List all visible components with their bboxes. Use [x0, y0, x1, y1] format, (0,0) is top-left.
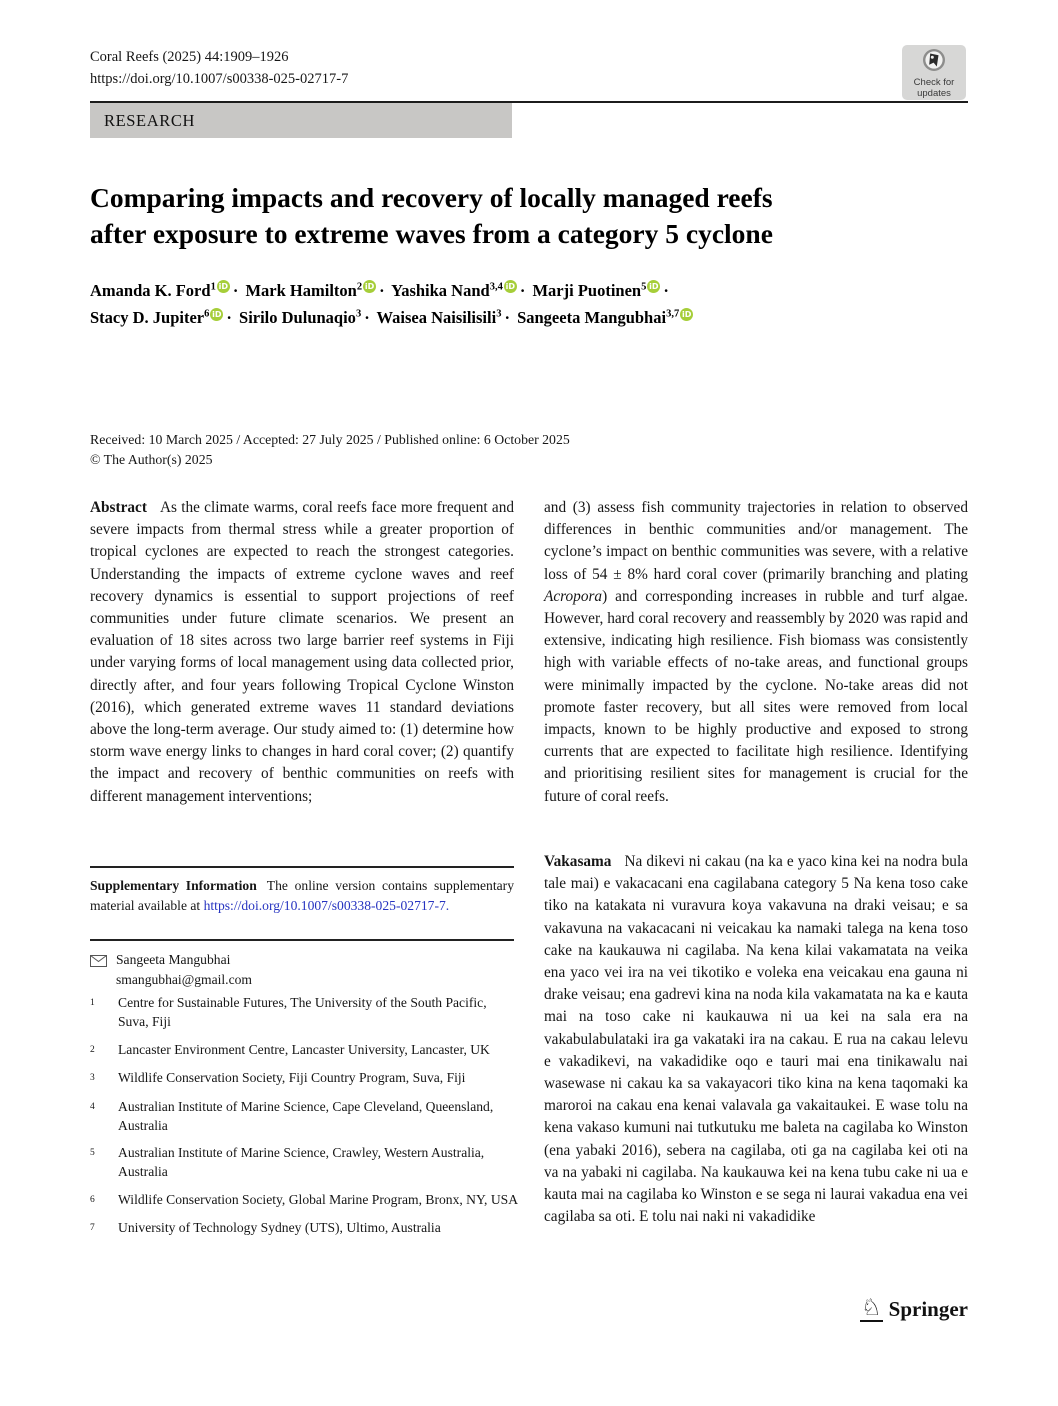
abstract-text-right-1: and (3) assess fish community trajectories in relation to observed differences in benthic communities and/or management. The cyclone’s impact on benthic communities was severe, with a relative loss of 54 ± 8% hard coral cover (primarily branching and plating	[544, 499, 968, 583]
article-type-label: RESEARCH	[104, 110, 195, 130]
affiliation-item: 5 Australian Institute of Marine Science, Crawley, Western Australia, Australia	[90, 1145, 485, 1179]
supplementary-heading: Supplementary Information	[90, 878, 257, 893]
abstract-column-left	[90, 497, 514, 808]
title-line2: after exposure to extreme waves from a category 5 cyclone	[90, 218, 773, 249]
author: Stacy D. Jupiter$^6$ iD ·	[90, 308, 232, 327]
supplementary-doi-link[interactable]: https://doi.org/10.1007/s00338-025-02717-7.	[203, 897, 450, 913]
vakasama-text: Na dikevi ni cakau (na ka e yaco kina kei na nodra bula tale mai) e vakacacani ena cagilabana category 5 Na kena toso cake tiko na katakata ni vuravura koya vakavuna na draki veisau; e sa vakavuna na vakacacani ni veicakau ka namaki talega na kena toso cake na kaukauwa ni cagilaba. Na kena kilai vakamatata na veika ena yaco vei ira na vei tikotiko e voleka ena veicakau ena gauna ni drake veisau; ena gadrevi kina na noda kila vakamatata na ka e kauta mai na toso cake ni kaukauwa ni ua kei na sala era na vakabulabulataki ira ga vakataki ira na cakau. E rua na cakau lelevu e vakadikevi, na vakadidike oqo e tauri mai ena tinikawalu nai wasewase ni cakau ka sa vakayacori tiko kina na kena taqomaki ka maroroi na cakau ena kenai valavala ga vakaitaukei. E wase tolu na kena vakaso kumuni nai tutkutuku me baleta na cagilaba ko Winston (ena yabaki 2016), sebera na cagilaba, oti ga na cagilaba kei oti na va na yabaki ni cagilaba. Na kaukauwa kei na kena tubu cake ni ua e kauta mai na cagilaba ko Winston e se sega ni laurai vakadua ena vei cagilaba sa oti. E tolu nai naki ni vakadidike	[544, 853, 968, 1226]
header-meta	[90, 46, 348, 90]
orcid-icon[interactable]: iD	[681, 309, 692, 319]
badge-line1: Check for	[913, 77, 955, 88]
affiliation-item: 7 University of Technology Sydney (UTS), Ultimo, Australia	[90, 1220, 441, 1235]
species-name-italic: Acropora	[544, 587, 603, 605]
copyright-line: © The Author(s) 2025	[90, 452, 213, 467]
publisher-logo	[860, 1297, 968, 1322]
supplementary-information	[90, 876, 514, 915]
abstract-heading: Abstract	[90, 499, 147, 516]
author-list	[90, 275, 830, 330]
author: Waisea Naisilisili$^3$ ·	[376, 308, 510, 327]
affiliation-item: 6 Wildlife Conservation Society, Global Marine Program, Bronx, NY, USA	[90, 1191, 519, 1207]
title-line1: Comparing impacts and recovery of locally managed reefs	[90, 182, 773, 213]
publisher-name: Springer	[888, 1297, 968, 1321]
vakasama-section	[544, 851, 968, 1228]
page-title	[90, 180, 920, 252]
author: Yashika Nand$^{3,4}$ iD ·	[391, 280, 526, 300]
affiliation-item: 4 Australian Institute of Marine Science, Cape Cleveland, Queensland, Australia	[90, 1098, 494, 1133]
author: Sangeeta Mangubhai$^{3,7}$ iD	[517, 308, 692, 327]
article-type-banner	[90, 103, 512, 138]
corresponding-author	[90, 950, 514, 989]
crossmark-icon	[922, 48, 946, 77]
author: Sirilo Dulunaqio$^3$ ·	[239, 308, 370, 327]
vakasama-heading: Vakasama	[544, 853, 612, 870]
springer-knight-icon: ♘	[861, 1295, 882, 1321]
publication-dates: Received: 10 March 2025 / Accepted: 27 July 2025 / Published online: 6 October 2025	[90, 432, 570, 447]
footnote-divider-top	[90, 866, 514, 868]
affiliation-item: 2 Lancaster Environment Centre, Lancaster University, Lancaster, UK	[90, 1041, 490, 1057]
corresponding-author-email[interactable]: smangubhai@gmail.com	[116, 971, 252, 987]
orcid-icon[interactable]: iD	[212, 309, 222, 319]
check-for-updates-button[interactable]	[902, 45, 966, 100]
abstract-column-right	[544, 497, 968, 808]
abstract-text-left: As the climate warms, coral reefs face more frequent and severe impacts from thermal stress while a greater proportion of tropical cyclones are expected to reach the strongest categories. Understanding the impacts of extreme cyclone waves and reef recovery dynamics is essential to support projections of reef communities under future climate scenarios. We present an evaluation of 18 sites across two large barrier reef systems in Fiji under varying forms of local management using data collected prior, directly after, and four years following Tropical Cyclone Winston (2016), which generated extreme waves 11 standard deviations above the long-term average. Our study aimed to: (1) determine how storm wave energy links to changes in hard coral cover; (2) quantify the impact and recovery of benthic communities on reefs with different management interventions;	[90, 499, 514, 805]
orcid-icon[interactable]: iD	[649, 282, 659, 291]
affiliation-item: 3 Wildlife Conservation Society, Fiji Country Program, Suva, Fiji	[90, 1070, 466, 1085]
author: Amanda K. Ford$^1$ iD ·	[90, 280, 239, 300]
journal-citation: Coral Reefs (2025) 44:1909–1926	[90, 49, 289, 65]
footnote-divider-bottom	[90, 939, 514, 941]
author: Marji Puotinen$^5$ iD ·	[532, 280, 669, 300]
email-icon	[90, 953, 107, 973]
affiliations-list	[90, 993, 520, 1247]
affiliation-item: 1 Centre for Sustainable Futures, The University of the South Pacific, Suva, Fiji	[90, 995, 487, 1029]
orcid-icon[interactable]: iD	[364, 282, 375, 291]
author: Mark Hamilton$^2$ iD ·	[245, 280, 385, 300]
badge-line2: updates	[917, 87, 951, 99]
doi-link[interactable]: https://doi.org/10.1007/s00338-025-02717-7	[90, 71, 349, 87]
orcid-icon[interactable]: iD	[218, 282, 228, 291]
supplementary-text: The online version contains supplementary material available at	[90, 878, 514, 913]
corresponding-author-name: Sangeeta Mangubhai	[116, 952, 231, 967]
orcid-icon[interactable]: iD	[505, 282, 516, 291]
abstract-text-right-2: ) and corresponding increases in rubble and turf algae. However, hard coral recovery and reassembly by 2020 was rapid and extensive, indicating high resilience. Fish biomass was consistently high with variable effects of no-take areas, and functional groups were minimally impacted by the cyclone. No-take areas did not promote faster recovery, but all sites were removed from local impacts, known to be highly productive and exposed to strong currents that are expected to facilitate high resilience. Identifying and prioritising resilient sites for management is crucial for the future of coral reefs.	[544, 587, 968, 805]
